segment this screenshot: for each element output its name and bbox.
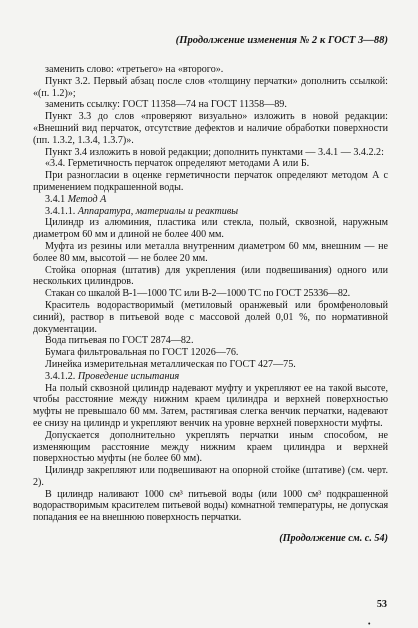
heading-title: Аппаратура, материалы и реактивы <box>77 205 239 217</box>
heading-number: 3.4.1.1. <box>45 205 78 217</box>
paragraph: Линейка измерительная металлическая по ГОСТ 427—75. <box>45 358 296 370</box>
paragraph: Пункт 3.2. Первый абзац после слов «толщину перчатки» дополнить ссылкой: «(п. 1.2)»; <box>33 75 388 99</box>
continuation-note: (Продолжение см. с. 54) <box>279 533 388 545</box>
section-heading <box>33 194 388 206</box>
heading-title: Проведение испытания <box>77 370 180 382</box>
paragraph: Допускается дополнительно укреплять перчатки иным способом, не изменяющим расстояние между нижним краем цилиндра и верхней поверхностью муфты (не более 60 мм). <box>33 429 388 465</box>
paragraph: Стакан со шкалой В-1—1000 ТС или В-2—1000 ТС по ГОСТ 25336—82. <box>45 288 351 300</box>
paragraph: Краситель водорастворимый (метиловый оранжевый или бромфеноловый синий), раствор в питьевой воде с массовой долей 0,01 %, по нормативной документации. <box>33 299 388 335</box>
heading-number: 3.4.1.2. <box>45 370 78 382</box>
paragraph: заменить ссылку: ГОСТ 11358—74 на ГОСТ 11358—89. <box>45 99 287 111</box>
paragraph: Муфта из резины или металла внутренним диаметром 60 мм, внешним — не более 80 мм, высотой — не более 20 мм. <box>33 240 388 264</box>
running-header: (Продолжение изменения № 2 к ГОСТ 3—88) <box>175 35 388 46</box>
bottom-mark: • <box>368 620 371 628</box>
paragraph: Стойка опорная (штатив) для укрепления (или подвешивания) одного или нескольких цилиндров. <box>33 264 388 288</box>
paragraph: «3.4. Герметичность перчаток определяют методами А или Б. <box>45 158 310 170</box>
paragraph: При разногласии в оценке герметичности перчаток определяют методом А с применением подкрашенной воды. <box>33 170 388 193</box>
paragraph: На полый сквозной цилиндр надевают муфту и укрепляют ее на такой высоте, чтобы расстояние между нижним краем цилиндра и верхней поверхностью муфты не превышало 60 мм. Затем, растягивая слегка венчик перчатки, надевают ее снизу на цилиндр и укрепляют венчик на уровне верхней поверхности муфты. <box>33 382 388 429</box>
page-number: 53 <box>376 599 387 610</box>
paragraph: заменить слово: «третьего» на «второго». <box>45 64 224 75</box>
paragraph: Цилиндр закрепляют или подвешивают на опорной стойке (штативе) (см. черт. 2). <box>33 465 388 488</box>
paragraph: Пункт 3.3 до слов «проверяют визуально» изложить в новой редакции: «Внешний вид перчаток, отсутствие дефектов и наличие обработки поверхности (пп. 1.3.2, 1.3.4, 1.3.7)». <box>33 111 388 146</box>
heading-title: Метод А <box>67 193 107 205</box>
paragraph: Пункт 3.4 изложить в новой редакции; дополнить пунктами — 3.4.1 — 3.4.2.2: <box>45 146 384 158</box>
paragraph: Цилиндр из алюминия, пластика или стекла, полый, сквозной, наружным диаметром 60 мм и длиной не более 400 мм. <box>33 217 388 241</box>
paragraph: Вода питьевая по ГОСТ 2874—82. <box>45 335 194 347</box>
document-body <box>33 64 388 524</box>
section-heading <box>33 371 388 383</box>
heading-number: 3.4.1 <box>45 193 68 205</box>
paragraph: В цилиндр наливают 1000 см³ питьевой воды (или 1000 см³ подкрашенной водорастворимым красителем питьевой воды) комнатной температуры, не допуская попадания ее на внешнюю поверхность перчатки. <box>33 488 388 524</box>
paragraph: Бумага фильтровальная по ГОСТ 12026—76. <box>45 347 239 359</box>
section-heading <box>33 206 388 218</box>
